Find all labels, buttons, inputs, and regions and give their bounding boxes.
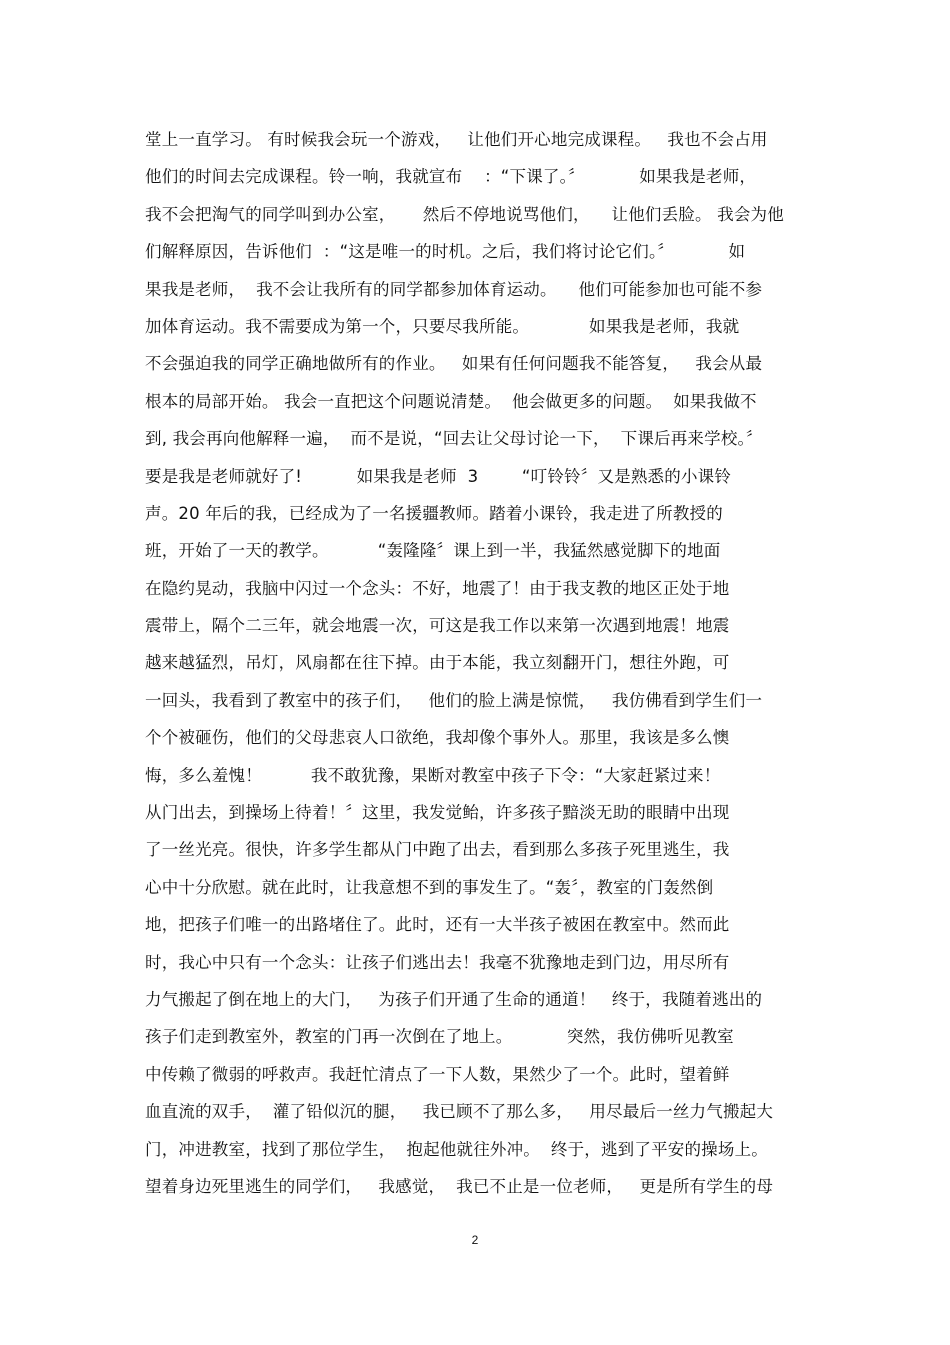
text-line: 孩子们走到教室外，教室的门再一次倒在了地上。 突然，我仿佛听见教室 [145,1027,734,1047]
text-line: 了一丝光亮。很快，许多学生都从门中跑了出去，看到那么多孩子死里逃生，我 [145,840,730,860]
text-line: 在隐约晃动，我脑中闪过一个念头：不好，地震了！由于我支教的地区正处于地 [145,578,730,598]
text-line: 声。20 年后的我，已经成为了一名援疆教师。踏着小课铃，我走进了所教授的 [145,503,723,523]
page-number: 2 [471,1233,479,1247]
body-text [145,121,810,1205]
text-line: 加体育运动。我不需要成为第一个，只要尽我所能。 如果我是老师，我就 [145,316,740,336]
text-line: 他们的时间去完成课程。铃一响，我就宣布 ：“下课了。〞 如果我是老师， [145,167,757,187]
text-line: 到, 我会再向他解释一遍， 而不是说，“回去让父母讨论一下， 下课后再来学校。〞 [145,429,763,449]
text-line: 望着身边死里逃生的同学们， 我感觉， 我已不止是一位老师， 更是所有学生的母 [145,1176,774,1196]
text-line: 要是我是老师就好了! 如果我是老师 3 “叮铃铃〞又是熟悉的小课铃 [145,466,732,486]
text-line: 根本的局部开始。 我会一直把这个问题说清楚。 他会做更多的问题。 如果我做不 [145,391,757,411]
text-line: 们解释原因，告诉他们 ：“这是唯一的时机。之后，我们将讨论它们。〞 如 [145,242,746,262]
text-line: 心中十分欣慰。就在此时，让我意想不到的事发生了。“轰〞，教室的门轰然倒 [145,877,714,897]
text-line: 地，把孩子们唯一的出路堵住了。此时，还有一大半孩子被困在教室中。然而此 [145,915,730,935]
text-line: 震带上，隔个二三年，就会地震一次，可这是我工作以来第一次遇到地震！地震 [145,616,730,636]
text-line: 从门出去，到操场上待着！〞这里，我发觉鲐，许多孩子黯淡无助的眼睛中出现 [145,803,730,823]
text-line: 不会强迫我的同学正确地做所有的作业。 如果有任何问题我不能答复， 我会从最 [145,354,763,374]
text-line: 果我是老师， 我不会让我所有的同学都参加体育运动。 他们可能参加也可能不参 [145,279,763,299]
text-line: 悔，多么羞愧！ 我不敢犹豫，果断对教室中孩子下令：“大家赶紧过来！ [145,765,721,785]
text-line: 我不会把淘气的同学叫到办公室， 然后不停地说骂他们， 让他们丢脸。 我会为他 [145,204,784,224]
text-line: 门，冲进教室，找到了那位学生， 抱起他就往外冲。 终于，逃到了平安的操场上。 [145,1139,768,1159]
text-line: 班，开始了一天的教学。 “轰隆隆〞课上到一半，我猛然感觉脚下的地面 [145,541,721,561]
text-line: 个个被砸伤，他们的父母悲哀人口欲绝，我却像个事外人。那里，我该是多么懊 [145,728,730,748]
text-line: 越来越猛烈，吊灯，风扇都在往下掉。由于本能，我立刻翻开门，想往外跑，可 [145,653,730,673]
text-line: 时，我心中只有一个念头：让孩子们逃出去！我毫不犹豫地走到门边，用尽所有 [145,952,730,972]
text-line: 血直流的双手， 灌了铅似沉的腿， 我已顾不了那么多， 用尽最后一丝力气搬起大 [145,1102,774,1122]
text-line: 堂上一直学习。 有时候我会玩一个游戏， 让他们开心地完成课程。 我也不会占用 [145,130,768,149]
text-line: 一回头，我看到了教室中的孩子们， 他们的脸上满是惊慌， 我仿佛看到学生们一 [145,690,763,710]
text-line: 中传赖了微弱的呼救声。我赶忙清点了一下人数，果然少了一个。此时，望着鲜 [145,1064,730,1084]
text-line: 力气搬起了倒在地上的大门， 为孩子们开通了生命的通道！ 终于，我随着逃出的 [145,989,763,1009]
